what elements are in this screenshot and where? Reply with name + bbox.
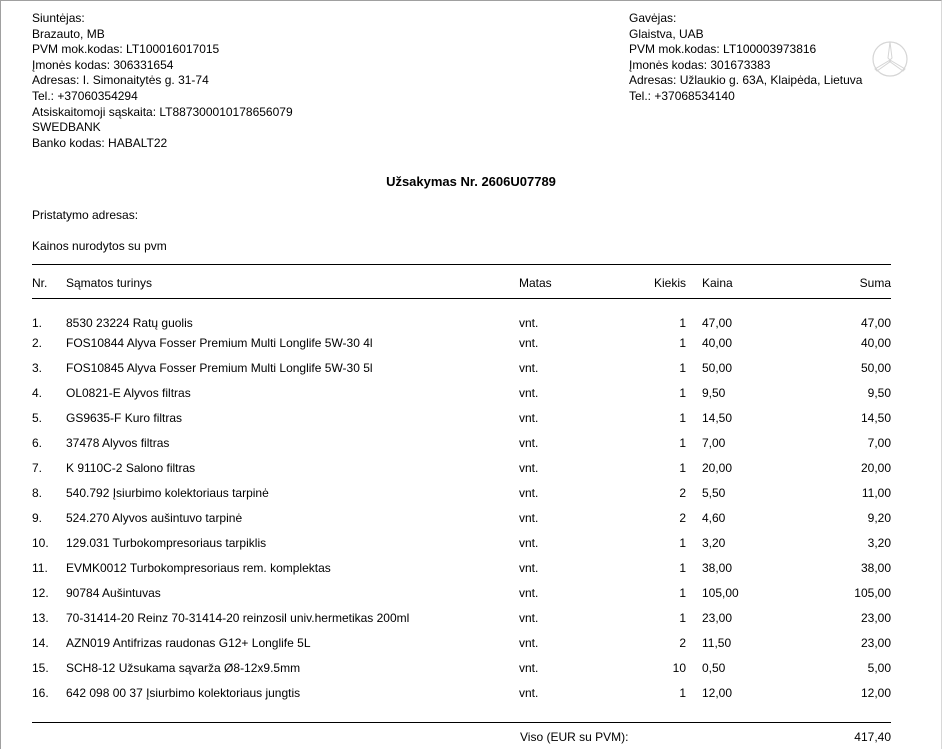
table-row — [32, 455, 891, 480]
cell-price: 50,00 — [702, 360, 733, 375]
cell-quantity: 1 — [679, 460, 686, 475]
table-row — [32, 330, 891, 355]
cell-sum: 7,00 — [867, 435, 891, 450]
cell-nr: 9. — [32, 510, 43, 525]
header-nr: Nr. — [32, 275, 48, 290]
cell-quantity: 10 — [672, 660, 686, 675]
cell-sum: 14,50 — [860, 410, 891, 425]
cell-quantity: 2 — [679, 485, 686, 500]
cell-price: 105,00 — [702, 585, 739, 600]
cell-quantity: 1 — [679, 435, 686, 450]
cell-unit: vnt. — [519, 460, 539, 475]
cell-price: 12,00 — [702, 685, 733, 700]
receiver-info-line: PVM mok.kodas: LT100003973816 — [629, 42, 817, 57]
cell-sum: 23,00 — [860, 635, 891, 650]
cell-quantity: 1 — [679, 560, 686, 575]
cell-nr: 4. — [32, 385, 43, 400]
sender-info-line: SWEDBANK — [32, 120, 101, 135]
totals-rule — [32, 722, 891, 723]
cell-sum: 5,00 — [867, 660, 891, 675]
cell-unit: vnt. — [519, 360, 539, 375]
cell-sum: 3,20 — [867, 535, 891, 550]
cell-price: 9,50 — [702, 385, 726, 400]
cell-description: EVMK0012 Turbokompresoriaus rem. komplektas — [66, 560, 331, 575]
header-unit: Matas — [519, 275, 552, 290]
cell-nr: 5. — [32, 410, 43, 425]
cell-price: 11,50 — [702, 635, 732, 650]
order-table — [32, 266, 891, 705]
sender-info-line: Brazauto, MB — [32, 26, 105, 41]
cell-description: OL0821-E Alyvos filtras — [66, 385, 191, 400]
table-header-row — [32, 266, 891, 299]
sender-block — [32, 11, 293, 151]
cell-sum: 47,00 — [860, 316, 891, 330]
total-value: 417,40 — [854, 730, 891, 744]
sender-info-line: Adresas: I. Simonaitytės g. 31-74 — [32, 73, 209, 88]
cell-quantity: 1 — [679, 385, 686, 400]
cell-description: 642 098 00 37 Įsiurbimo kolektoriaus jungtis — [66, 685, 301, 700]
cell-unit: vnt. — [519, 410, 539, 425]
cell-nr: 3. — [32, 360, 43, 375]
cell-quantity: 1 — [679, 585, 686, 600]
sender-info-line: Siuntėjas: — [32, 11, 85, 25]
total-label: Viso (EUR su PVM): — [520, 730, 629, 744]
table-row — [32, 605, 891, 630]
table-row — [32, 355, 891, 380]
cell-unit: vnt. — [519, 685, 539, 700]
cell-description: GS9635-F Kuro filtras — [66, 410, 183, 425]
receiver-info-line: Įmonės kodas: 301673383 — [629, 57, 771, 72]
cell-unit: vnt. — [519, 560, 539, 575]
cell-unit: vnt. — [519, 316, 539, 330]
cell-price: 38,00 — [702, 560, 733, 575]
cell-nr: 12. — [32, 585, 49, 600]
cell-quantity: 2 — [679, 635, 686, 650]
cell-description: AZN019 Antifrizas raudonas G12+ Longlife 5L — [66, 635, 311, 650]
cell-nr: 15. — [32, 660, 49, 675]
table-top-rule — [32, 264, 891, 265]
cell-sum: 11,00 — [861, 485, 891, 500]
cell-nr: 14. — [32, 635, 49, 650]
cell-quantity: 1 — [679, 410, 686, 425]
cell-price: 40,00 — [702, 335, 733, 350]
cell-unit: vnt. — [519, 635, 539, 650]
delivery-address-label: Pristatymo adresas: — [32, 208, 139, 222]
table-row — [32, 555, 891, 580]
table-row — [32, 530, 891, 555]
cell-nr: 10. — [32, 535, 49, 550]
cell-description: 540.792 Įsiurbimo kolektoriaus tarpinė — [66, 485, 269, 500]
cell-sum: 23,00 — [860, 610, 891, 625]
table-row — [32, 430, 891, 455]
cell-unit: vnt. — [519, 435, 539, 450]
receiver-info-line: Adresas: Užlaukio g. 63A, Klaipėda, Lietuva — [629, 73, 863, 88]
cell-quantity: 1 — [679, 685, 686, 700]
cell-nr: 16. — [32, 685, 49, 700]
receiver-info-line: Glaistva, UAB — [629, 26, 704, 41]
table-row — [32, 405, 891, 430]
cell-description: 129.031 Turbokompresoriaus tarpiklis — [66, 535, 267, 550]
cell-quantity: 1 — [679, 535, 686, 550]
cell-unit: vnt. — [519, 535, 539, 550]
cell-unit: vnt. — [519, 485, 539, 500]
cell-sum: 50,00 — [860, 360, 891, 375]
prices-note: Kainos nurodytos su pvm — [32, 239, 167, 253]
cell-unit: vnt. — [519, 585, 539, 600]
cell-unit: vnt. — [519, 510, 539, 525]
cell-price: 23,00 — [702, 610, 733, 625]
cell-description: 37478 Alyvos filtras — [66, 435, 170, 450]
cell-price: 47,00 — [702, 316, 733, 330]
cell-nr: 7. — [32, 460, 43, 475]
cell-description: FOS10844 Alyva Fosser Premium Multi Longlife 5W-30 4l — [66, 335, 373, 350]
cell-sum: 9,50 — [867, 385, 891, 400]
table-row — [32, 630, 891, 655]
order-title: Užsakymas Nr. 2606U07789 — [386, 174, 556, 189]
cell-price: 7,00 — [702, 435, 726, 450]
cell-price: 0,50 — [702, 660, 726, 675]
cell-description: SCH8-12 Užsukama sąvarža Ø8-12x9.5mm — [66, 660, 301, 675]
header-sum: Suma — [859, 275, 891, 290]
cell-sum: 20,00 — [860, 460, 891, 475]
cell-unit: vnt. — [519, 335, 539, 350]
cell-description: 8530 23224 Ratų guolis — [66, 316, 193, 330]
cell-description: 70-31414-20 Reinz 70-31414-20 reinzosil univ.hermetikas 200ml — [66, 610, 410, 625]
sender-info-line: Tel.: +37060354294 — [32, 88, 138, 103]
table-row — [32, 680, 891, 705]
table-row — [32, 380, 891, 405]
table-row — [32, 580, 891, 605]
header-description: Sąmatos turinys — [66, 275, 153, 290]
cell-unit: vnt. — [519, 610, 539, 625]
receiver-info-line: Gavėjas: — [629, 11, 677, 25]
receiver-info-line: Tel.: +37068534140 — [629, 88, 735, 103]
sender-info-line: PVM mok.kodas: LT100016017015 — [32, 42, 220, 57]
table-row — [32, 480, 891, 505]
table-row — [32, 299, 891, 330]
cell-description: FOS10845 Alyva Fosser Premium Multi Longlife 5W-30 5l — [66, 360, 373, 375]
cell-price: 3,20 — [702, 535, 726, 550]
cell-nr: 8. — [32, 485, 43, 500]
cell-description: K 9110C-2 Salono filtras — [66, 460, 196, 475]
table-row — [32, 655, 891, 680]
cell-unit: vnt. — [519, 385, 539, 400]
cell-quantity: 1 — [679, 335, 686, 350]
cell-sum: 38,00 — [860, 560, 891, 575]
cell-price: 14,50 — [702, 410, 733, 425]
receiver-block — [629, 11, 862, 105]
sender-info-line: Įmonės kodas: 306331654 — [32, 57, 174, 72]
cell-sum: 105,00 — [854, 585, 891, 600]
cell-nr: 13. — [32, 610, 49, 625]
cell-nr: 6. — [32, 435, 43, 450]
cell-quantity: 1 — [679, 316, 686, 330]
cell-sum: 40,00 — [860, 335, 891, 350]
cell-quantity: 2 — [679, 510, 686, 525]
cell-quantity: 1 — [679, 360, 686, 375]
cell-price: 5,50 — [702, 485, 726, 500]
cell-price: 20,00 — [702, 460, 733, 475]
cell-nr: 1. — [32, 316, 43, 330]
mercedes-star-icon — [870, 39, 910, 79]
sender-info-line: Banko kodas: HABALT22 — [32, 135, 168, 150]
cell-description: 90784 Aušintuvas — [66, 585, 161, 600]
cell-unit: vnt. — [519, 660, 539, 675]
cell-nr: 11. — [32, 560, 48, 575]
table-row — [32, 505, 891, 530]
cell-nr: 2. — [32, 335, 43, 350]
cell-price: 4,60 — [702, 510, 726, 525]
sender-info-line: Atsiskaitomoji sąskaita: LT887300010178656079 — [32, 104, 293, 119]
header-quantity: Kiekis — [653, 275, 686, 290]
cell-description: 524.270 Alyvos aušintuvo tarpinė — [66, 510, 243, 525]
cell-sum: 9,20 — [867, 510, 891, 525]
cell-sum: 12,00 — [860, 685, 891, 700]
cell-quantity: 1 — [679, 610, 686, 625]
header-price: Kaina — [702, 275, 733, 290]
